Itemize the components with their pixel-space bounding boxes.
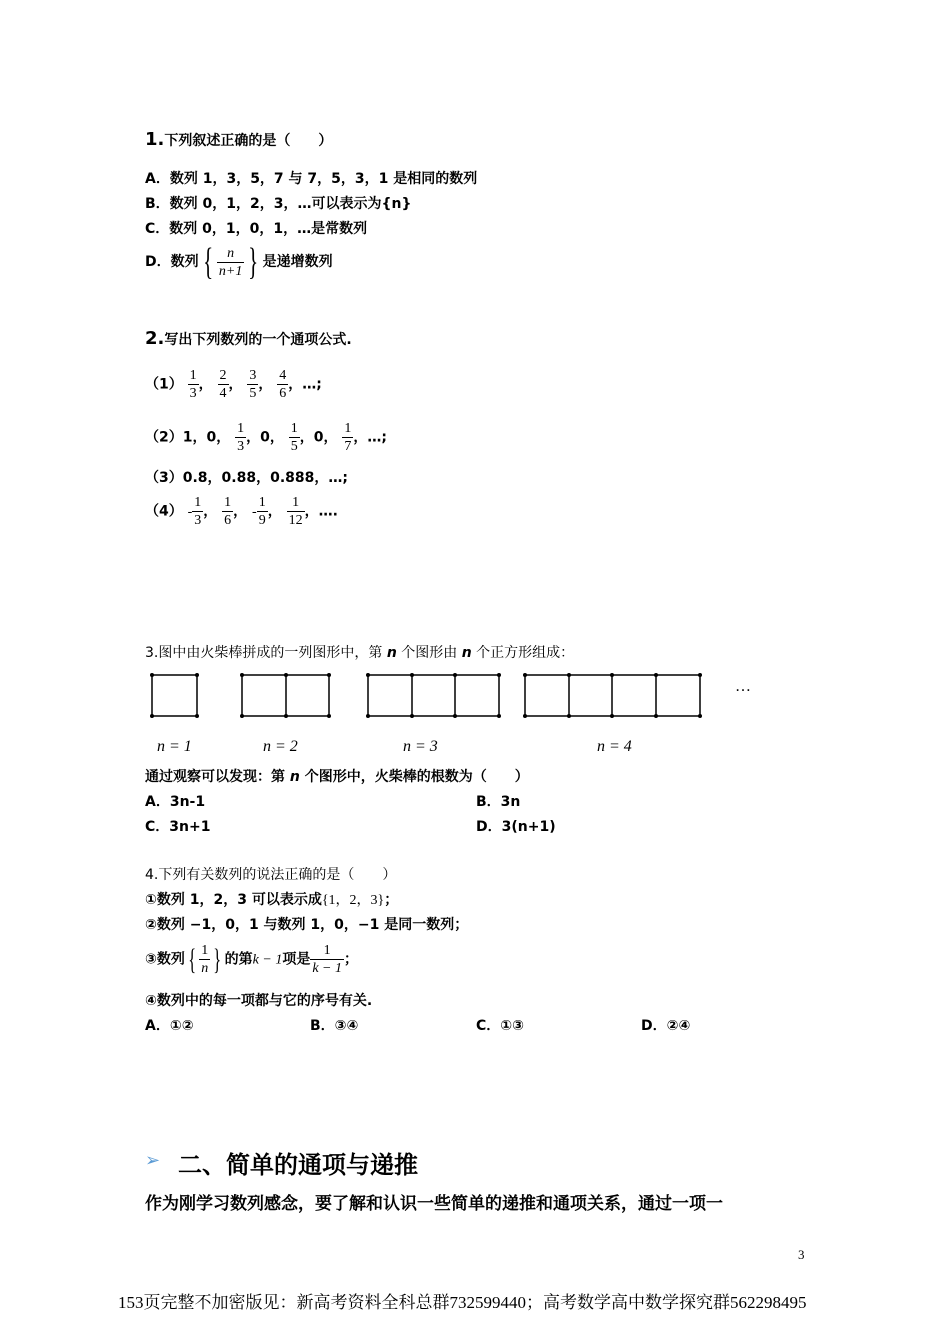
- fraction-denominator: n+1: [218, 263, 243, 279]
- q1-option-a: A．数列 1，3，5，7 与 7，5，3，1 是相同的数列: [145, 171, 478, 187]
- q4-item3: [145, 942, 358, 977]
- page-number: 3: [798, 1247, 805, 1262]
- q4-item3-end: ；: [344, 951, 359, 968]
- q4-option-c: C．①③: [476, 1018, 524, 1034]
- fraction-numerator: 1: [201, 943, 209, 958]
- q4-option-d: D．②④: [641, 1018, 691, 1034]
- q3-option-a: A．3n-1: [145, 794, 206, 810]
- q4-option-b: B．③④: [310, 1018, 359, 1034]
- minus-sign: -: [187, 504, 193, 520]
- right-brace: }: [213, 942, 222, 976]
- q4-option-a: A．①②: [145, 1018, 194, 1034]
- fraction-denominator: 3: [237, 439, 245, 454]
- q1-option-d: [145, 243, 333, 281]
- fraction-numerator: 3: [249, 368, 257, 383]
- q2-sub1-label: （1）: [145, 376, 183, 393]
- q3-option-b: B．3n: [476, 794, 521, 810]
- q2-sub4-tail: ，….: [304, 503, 338, 520]
- q2-sub3: [145, 467, 348, 487]
- q1-option-b-set: {n}: [381, 196, 412, 212]
- q4-item4: ④数列中的每一项都与它的序号有关.: [145, 993, 373, 1009]
- q4-item1-text: ①数列 1，2，3 可以表示成: [145, 892, 322, 908]
- fraction-denominator: 4: [219, 386, 227, 401]
- q3-question-n: n: [289, 769, 300, 785]
- q2-stem-text: 写出下列数列的一个通项公式.: [164, 332, 352, 348]
- fraction-denominator: k − 1: [312, 961, 343, 976]
- q2-sub2-tail: ，…;: [353, 429, 387, 446]
- figure-n2: [242, 675, 329, 716]
- figures-ellipsis: …: [735, 678, 751, 695]
- q2-sub2-label: （2）: [145, 429, 183, 446]
- q2-sub1: （1） $\frac{1}{3}$ ， $\frac{2}{4}$ ， $\frac{3}{5}$ ， $\frac{4}{6}$ ，…;: [145, 368, 322, 401]
- left-brace: {: [188, 942, 197, 976]
- left-brace: {: [202, 241, 213, 283]
- q2-stem: [145, 328, 352, 349]
- q3-stem-n1: n: [386, 645, 397, 661]
- q2-sub3-label: （3）: [145, 470, 183, 486]
- label-n2: n = 2: [263, 738, 298, 755]
- right-brace: }: [248, 241, 259, 283]
- figure-n1: [152, 675, 197, 716]
- q4-item3-text: ③数列: [145, 951, 185, 968]
- fraction: [217, 245, 244, 280]
- label-n1: n = 1: [157, 738, 192, 755]
- figure-n3: [368, 675, 499, 716]
- q4-item1-end: ；: [384, 892, 399, 908]
- fraction-denominator: 6: [224, 513, 232, 528]
- q4-item1: [145, 889, 398, 909]
- arrow-bullet-icon: ➢: [145, 1150, 161, 1171]
- q3-stem-b: 个图形由: [401, 645, 458, 661]
- q1-option-b-text: B．数列 0，1，2，3，…可以表示为: [145, 196, 382, 212]
- fraction-numerator: 4: [279, 368, 287, 383]
- q3-question-a: 通过观察可以发现：第: [145, 769, 285, 785]
- fraction-denominator: 5: [249, 386, 257, 401]
- fraction-numerator: 2: [219, 368, 227, 383]
- section-body: 作为刚学习数列感念，要了解和认识一些简单的递推和通项关系，通过一项一: [145, 1194, 723, 1214]
- q4-item3-k: k − 1: [252, 952, 283, 968]
- q2-sub1-tail: ，…;: [288, 376, 322, 393]
- q1-option-c: C．数列 0，1，0，1，…是常数列: [145, 221, 368, 237]
- label-n3: n = 3: [403, 738, 438, 755]
- fraction-numerator: 1: [258, 495, 266, 510]
- q2-sub2-lead: 1，0，: [182, 429, 231, 446]
- fraction-numerator: 1: [290, 421, 298, 436]
- q4-item2: ②数列 −1，0，1 与数列 1，0，−1 是同一数列；: [145, 917, 469, 933]
- figure-n4: [525, 675, 700, 716]
- fraction-denominator: 12: [288, 513, 303, 528]
- q4-item1-set: {1，2，3}: [321, 893, 385, 908]
- fraction-numerator: 1: [344, 421, 352, 436]
- q1-option-d-suffix: 是递增数列: [262, 254, 333, 270]
- q1-option-b: [145, 193, 411, 213]
- q4-item3-c: 项是: [282, 951, 311, 968]
- fraction-denominator: 6: [279, 386, 287, 401]
- q3-question-b: 个图形中，火柴棒的根数为（ ）: [304, 769, 529, 785]
- q3-stem-c: 个正方形组成：: [476, 645, 575, 661]
- q1-option-d-text: D．数列: [145, 254, 199, 270]
- q4-item3-b: 的第: [224, 951, 253, 968]
- q3-option-d: D．3(n+1): [476, 819, 556, 835]
- fraction-denominator: 5: [290, 439, 298, 454]
- fraction-numerator: 1: [194, 495, 202, 510]
- fraction-denominator: n: [201, 961, 209, 976]
- q3-stem: [145, 642, 574, 662]
- fraction-numerator: 1: [323, 943, 331, 958]
- fraction-numerator: 1: [237, 421, 245, 436]
- matchstick-figures: [140, 668, 780, 724]
- matchstick-joints: [150, 673, 702, 718]
- fraction-numerator: 1: [224, 495, 232, 510]
- fraction-denominator: 7: [344, 439, 352, 454]
- q1-number: 1.: [145, 129, 165, 150]
- fraction-denominator: 3: [189, 386, 197, 401]
- q2-sub4-label: （4）: [145, 503, 183, 520]
- fraction-denominator: 9: [258, 513, 266, 528]
- fraction-numerator: 1: [189, 368, 197, 383]
- q1-stem-text: 下列叙述正确的是（ ）: [164, 133, 333, 149]
- q2-number: 2.: [145, 328, 165, 349]
- fraction-numerator: n: [227, 245, 235, 261]
- q4-stem: 4.下列有关数列的说法正确的是（ ）: [145, 867, 397, 883]
- fraction-numerator: 1: [292, 495, 300, 510]
- q2-sub2: （2）1，0， $\frac{1}{3}$ ，0， $\frac{1}{5}$ ，0， $\frac{1}{7}$ ，…;: [145, 421, 387, 454]
- section-title: 二、简单的通项与递推: [178, 1151, 418, 1179]
- q2-sub4: （4） - $\frac{1}{3}$ ， $\frac{1}{6}$ ， - $\frac{1}{9}$ ， $\frac{1}{12}$ ，….: [145, 495, 338, 528]
- q2-sub3-text: 0.8，0.88，0.888，…;: [182, 470, 348, 486]
- fraction-denominator: 3: [194, 513, 202, 528]
- footer-text: 153页完整不加密版见：新高考资料全科总群732599440；高考数学高中数学探究群562298495: [118, 1293, 807, 1312]
- q1-stem: [145, 129, 332, 150]
- q3-stem-n2: n: [461, 645, 472, 661]
- q3-option-c: C．3n+1: [145, 819, 211, 835]
- minus-sign: -: [252, 504, 257, 520]
- q3-stem-a: 3.图中由火柴棒拼成的一列图形中，第: [145, 645, 383, 661]
- q3-question: [145, 766, 529, 786]
- label-n4: n = 4: [597, 738, 632, 755]
